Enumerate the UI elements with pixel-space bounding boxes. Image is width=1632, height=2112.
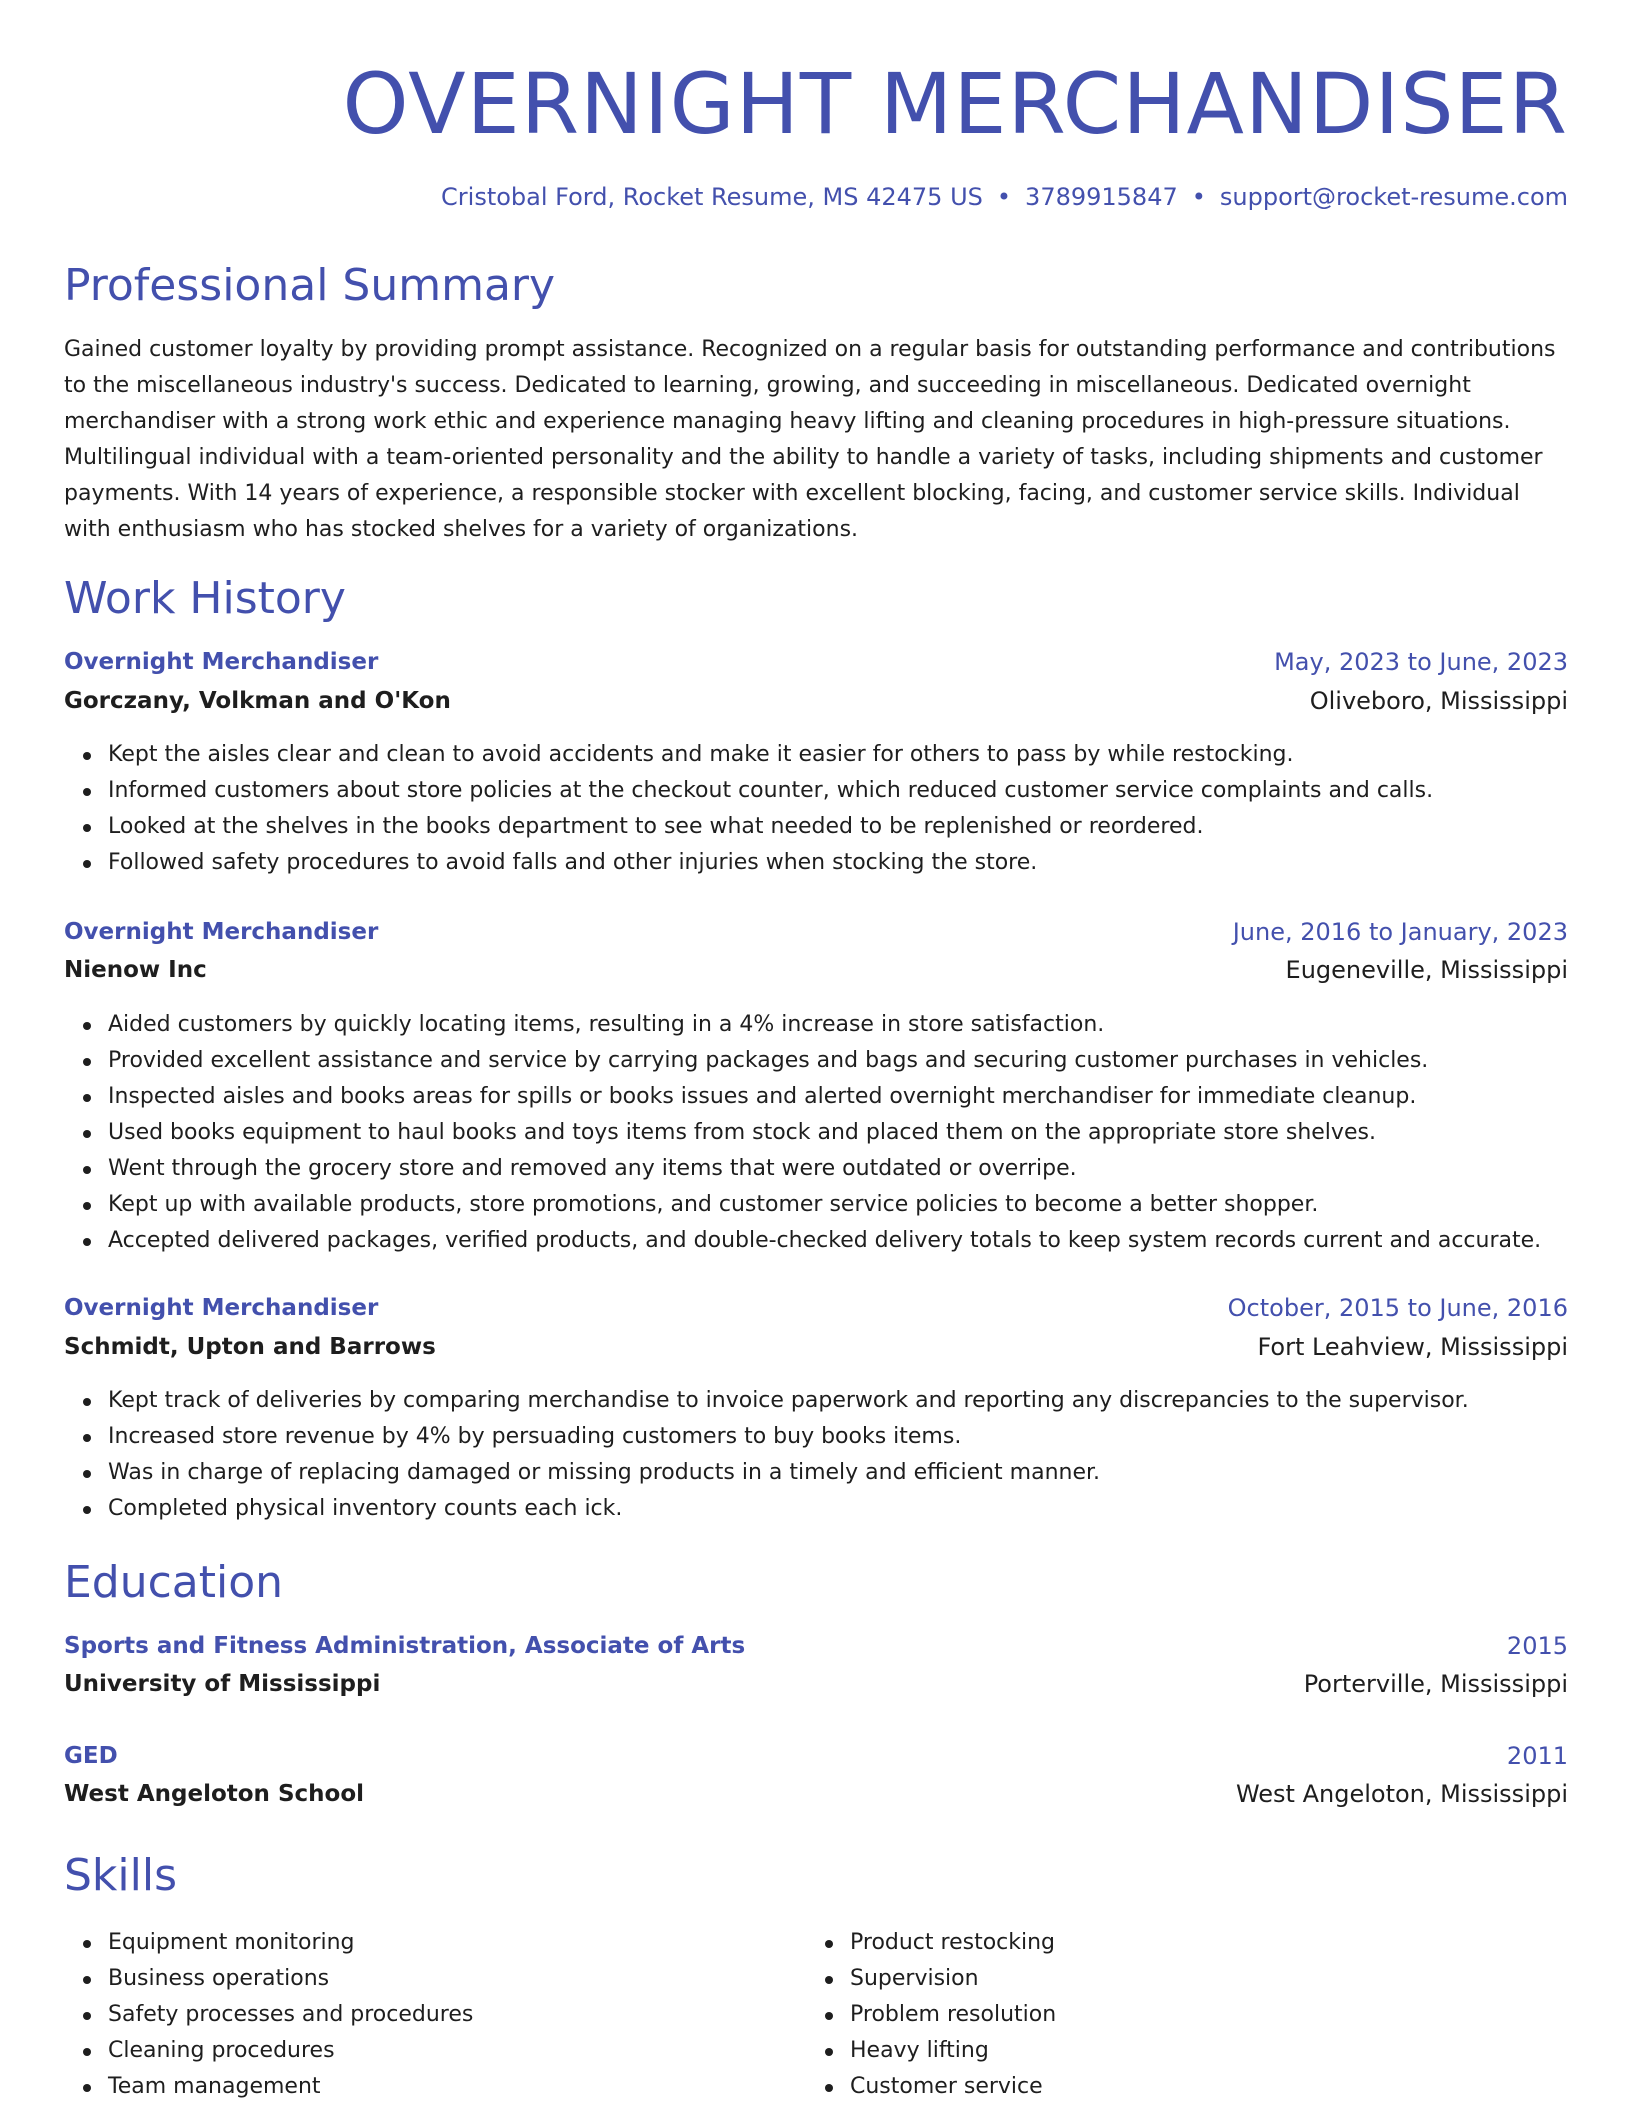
job-dates: May, 2023 to June, 2023 <box>1274 648 1568 676</box>
contact-separator: • <box>1191 183 1206 211</box>
education-degree: Sports and Fitness Administration, Associate of Arts <box>64 1633 746 1659</box>
skill-item: Safety processes and procedures <box>108 1997 1568 2033</box>
summary-text: Gained customer loyalty by providing prompt assistance. Recognized on a regular basis for outstanding performance and contributions to the miscellaneous industry's success. Dedicated to learning, growing, and succeeding in miscellaneous. Dedicated overnight merchandiser with a strong work ethic and experience managing heavy lifting and cleaning procedures in high-pressure situations. Multilingual individual with a team-oriented personality and the ability to handle a variety of tasks, including shipments and customer payments. With 14 years of experience, a responsible stocker with excellent blocking, facing, and customer service skills. Individual with enthusiasm who has stocked shelves for a variety of organizations. <box>64 337 1556 542</box>
skill-item: Heavy lifting <box>850 2033 1632 2069</box>
contact-phone: 3789915847 <box>1025 183 1178 211</box>
list-item: Kept up with available products, store promotions, and customer service policies to become a better shopper. <box>108 1187 1568 1223</box>
list-item: Completed physical inventory counts each ick. <box>108 1491 1568 1527</box>
job-title-row <box>64 643 1568 681</box>
list-item: Informed customers about store policies at the checkout counter, which reduced customer service complaints and calls. <box>108 773 1568 809</box>
skills-heading: Skills <box>64 1850 178 1901</box>
skill-item: Team management <box>108 2069 1568 2105</box>
list-item: Kept the aisles clear and clean to avoid accidents and make it easier for others to pass by while restocking. <box>108 737 1568 773</box>
education-degree-row <box>64 1627 1568 1665</box>
education-year: 2011 <box>1506 1742 1568 1770</box>
education-school: West Angeloton School <box>64 1781 364 1807</box>
education-location: West Angeloton, Mississippi <box>1235 1780 1568 1808</box>
skill-item: Cleaning procedures <box>108 2033 1568 2069</box>
list-item: Accepted delivered packages, verified products, and double-checked delivery totals to keep system records current and accurate. <box>108 1223 1568 1259</box>
candidate-name: OVERNIGHT MERCHANDISER <box>342 55 1568 153</box>
list-item: Aided customers by quickly locating items, resulting in a 4% increase in store satisfaction. <box>108 1007 1568 1043</box>
skill-item: Problem resolution <box>850 1997 1632 2033</box>
skills-list-right <box>806 1925 1632 2105</box>
job-title-row <box>64 913 1568 951</box>
contact-line <box>441 181 1568 213</box>
education-year: 2015 <box>1506 1632 1568 1660</box>
list-item: Was in charge of replacing damaged or missing products in a timely and efficient manner. <box>108 1455 1568 1491</box>
summary-heading: Professional Summary <box>64 260 556 311</box>
education-location: Porterville, Mississippi <box>1303 1670 1568 1698</box>
job-company: Nienow Inc <box>64 957 207 983</box>
education-degree: GED <box>64 1743 118 1769</box>
list-item: Looked at the shelves in the books department to see what needed to be replenished or reordered. <box>108 809 1568 845</box>
job-bullets <box>64 1007 1568 1259</box>
skill-item: Customer service <box>850 2069 1632 2105</box>
job-bullets <box>64 737 1568 881</box>
job-company-row <box>64 1328 1568 1366</box>
job-location: Eugeneville, Mississippi <box>1285 956 1568 984</box>
list-item: Used books equipment to haul books and toys items from stock and placed them on the appropriate store shelves. <box>108 1115 1568 1151</box>
list-item: Inspected aisles and books areas for spills or books issues and alerted overnight merchandiser for immediate cleanup. <box>108 1079 1568 1115</box>
job-role: Overnight Merchandiser <box>64 649 379 675</box>
contact-email: support@rocket-resume.com <box>1219 183 1568 211</box>
contact-address: Cristobal Ford, Rocket Resume, MS 42475 US <box>441 183 983 211</box>
skill-item: Equipment monitoring <box>108 1925 1568 1961</box>
job-company-row <box>64 682 1568 720</box>
education-heading: Education <box>64 1557 284 1608</box>
job-company: Schmidt, Upton and Barrows <box>64 1334 436 1360</box>
education-degree-row <box>64 1737 1568 1775</box>
education-school: University of Mississippi <box>64 1671 381 1697</box>
job-dates: October, 2015 to June, 2016 <box>1227 1294 1568 1322</box>
skill-item: Product restocking <box>850 1925 1632 1961</box>
job-company-row <box>64 951 1568 989</box>
list-item: Went through the grocery store and removed any items that were outdated or overripe. <box>108 1151 1568 1187</box>
job-company: Gorczany, Volkman and O'Kon <box>64 688 451 714</box>
job-role: Overnight Merchandiser <box>64 1295 379 1321</box>
education-school-row <box>64 1775 1568 1813</box>
job-location: Fort Leahview, Mississippi <box>1257 1333 1568 1361</box>
job-dates: June, 2016 to January, 2023 <box>1232 918 1568 946</box>
job-role: Overnight Merchandiser <box>64 919 379 945</box>
job-bullets <box>64 1383 1568 1527</box>
list-item: Provided excellent assistance and service by carrying packages and bags and securing customer purchases in vehicles. <box>108 1043 1568 1079</box>
job-location: Oliveboro, Mississippi <box>1309 687 1568 715</box>
contact-separator: • <box>996 183 1012 211</box>
job-title-row <box>64 1289 1568 1327</box>
work-history-heading: Work History <box>64 573 346 624</box>
list-item: Followed safety procedures to avoid falls and other injuries when stocking the store. <box>108 845 1568 881</box>
skill-item: Business operations <box>108 1961 1568 1997</box>
list-item: Kept track of deliveries by comparing merchandise to invoice paperwork and reporting any discrepancies to the supervisor. <box>108 1383 1568 1419</box>
education-school-row <box>64 1665 1568 1703</box>
list-item: Increased store revenue by 4% by persuading customers to buy books items. <box>108 1419 1568 1455</box>
skill-item: Supervision <box>850 1961 1632 1997</box>
